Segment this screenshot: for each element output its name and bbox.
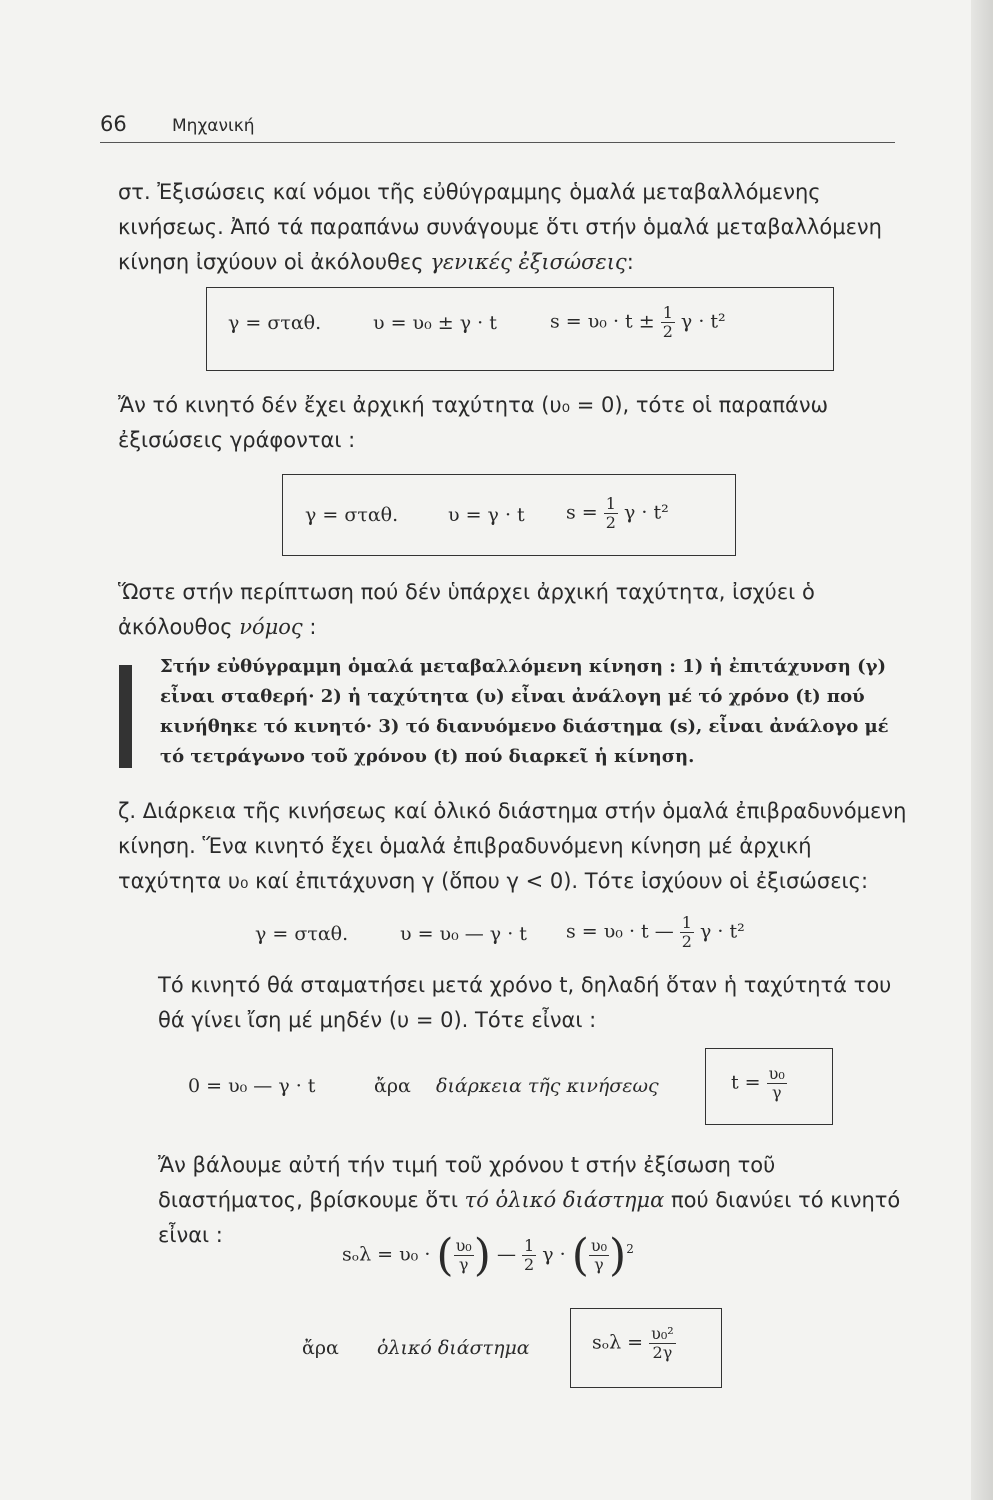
eq6-ara: ἄρα bbox=[302, 1337, 339, 1359]
eq5-fraction-1: $\frac{\text{υ₀}}{\gamma}$ bbox=[455, 1236, 472, 1274]
eq1-gamma: γ = σταθ. bbox=[228, 312, 322, 334]
duration-fraction: $\frac{\text{υ₀}}{\gamma}$ bbox=[768, 1064, 785, 1102]
total-distance-fraction: $\frac{\text{υ₀²}}{2\gamma}$ bbox=[651, 1324, 674, 1362]
eq6-total-distance-label: ὁλικό διάστημα bbox=[377, 1337, 530, 1359]
substitution-text: Ἄν βάλουμε αὐτή τήν τιμή τοῦ χρόνου t στήν ἐξίσωση τοῦ διαστήματος, βρίσκουμε ὅτι τό ὁλικό διάστημα πού διανύει τό κινητό εἶναι : bbox=[158, 1153, 901, 1247]
stop-condition-text: Τό κινητό θά σταματήσει μετά χρόνο t, δηλαδή ὅταν ἡ ταχύτητά του θά γίνει ἴση μέ μηδέν (υ = 0). Τότε εἶναι : bbox=[158, 973, 892, 1032]
no-initial-velocity-text: Ἄν τό κινητό δέν ἔχει ἀρχική ταχύτητα (υ₀ = 0), τότε οἱ παραπάνω ἐξισώσεις γράφονται : bbox=[118, 393, 829, 452]
eq1-distance: s = υ₀ · t ± $\frac{1}{2}$ γ · t² bbox=[550, 303, 726, 341]
eq2-distance: s = $\frac{1}{2}$ γ · t² bbox=[566, 494, 669, 532]
eq3-distance: s = υ₀ · t — $\frac{1}{2}$ γ · t² bbox=[566, 913, 745, 951]
running-title: Μηχανική bbox=[172, 116, 255, 136]
eq2-half-fraction: $\frac{1}{2}$ bbox=[605, 494, 616, 532]
eq1-half-fraction: $\frac{1}{2}$ bbox=[662, 303, 673, 341]
law-statement: Στήν εὐθύγραμμη ὁμαλά μεταβαλλόμενη κίνηση : 1) ἡ ἐπιτάχυνση (γ) εἶναι σταθερή· 2) ἡ ταχύτητα (υ) εἶναι ἀνάλογη μέ τό χρόνο (t) πού κινήθηκε τό κινητό· 3) τό διανυόμενο διάστημα (s), εἶναι ἀνάλογο μέ τό τετράγωνο τοῦ χρόνου (t) πού διαρκεῖ ἡ κίνηση. bbox=[160, 656, 889, 767]
section-z-intro: ζ. Διάρκεια τῆς κινήσεως καί ὁλικό διάστημα στήν ὁμαλά ἐπιβραδυνόμενη κίνηση. Ἕνα κινητό ἔχει ὁμαλά ἐπιβραδυνόμενη κίνηση μέ ἀρχική ταχύτητα υ₀ καί ἐπιτάχυνση γ (ὅπου γ < 0). Τότε ἰσχύουν οἱ ἐξισώσεις: bbox=[118, 799, 907, 893]
eq5-total-distance-derivation: sₒλ = υ₀ · ( $\frac{\text{υ₀}}{\gamma}$ ) — $\frac{1}{2}$ γ · ( $\frac{\text{υ₀}}{\gamma}$ )$^2$ bbox=[342, 1230, 634, 1281]
running-header bbox=[100, 112, 895, 143]
law-margin-bar bbox=[119, 665, 132, 768]
page-number: 66 bbox=[100, 112, 127, 136]
eq3-gamma: γ = σταθ. bbox=[255, 923, 349, 945]
duration-formula: t = $\frac{\text{υ₀}}{\gamma}$ bbox=[731, 1064, 785, 1102]
total-distance-formula: sₒλ = $\frac{\text{υ₀²}}{2\gamma}$ bbox=[592, 1324, 674, 1362]
page-edge-shadow bbox=[971, 0, 993, 1500]
eq3-velocity: υ = υ₀ — γ · t bbox=[400, 923, 527, 945]
so-law-text: Ὥστε στήν περίπτωση πού δέν ὑπάρχει ἀρχική ταχύτητα, ἰσχύει ὁ ἀκόλουθος νόμος : bbox=[118, 580, 815, 639]
eq5-half-fraction: $\frac{1}{2}$ bbox=[523, 1236, 535, 1274]
eq3-half-fraction: $\frac{1}{2}$ bbox=[681, 913, 692, 951]
section-e-intro: στ. Ἐξισώσεις καί νόμοι τῆς εὐθύγραμμης ὁμαλά μεταβαλλόμενης κινήσεως. Ἀπό τά παραπάνω συνάγουμε ὅτι στήν ὁμαλά μεταβαλλόμενη κίνηση ἰσχύουν οἱ ἀκόλουθες γενικές ἐξισώσεις: bbox=[118, 180, 882, 274]
eq2-gamma: γ = σταθ. bbox=[305, 504, 399, 526]
eq4-ara: ἄρα bbox=[374, 1075, 411, 1097]
eq5-fraction-2: $\frac{\text{υ₀}}{\gamma}$ bbox=[590, 1236, 608, 1274]
eq1-velocity: υ = υ₀ ± γ · t bbox=[373, 312, 497, 334]
eq2-velocity: υ = γ · t bbox=[448, 504, 525, 526]
eq4-stop-equation: 0 = υ₀ — γ · t bbox=[188, 1075, 316, 1097]
eq4-duration-label: διάρκεια τῆς κινήσεως bbox=[436, 1075, 659, 1097]
